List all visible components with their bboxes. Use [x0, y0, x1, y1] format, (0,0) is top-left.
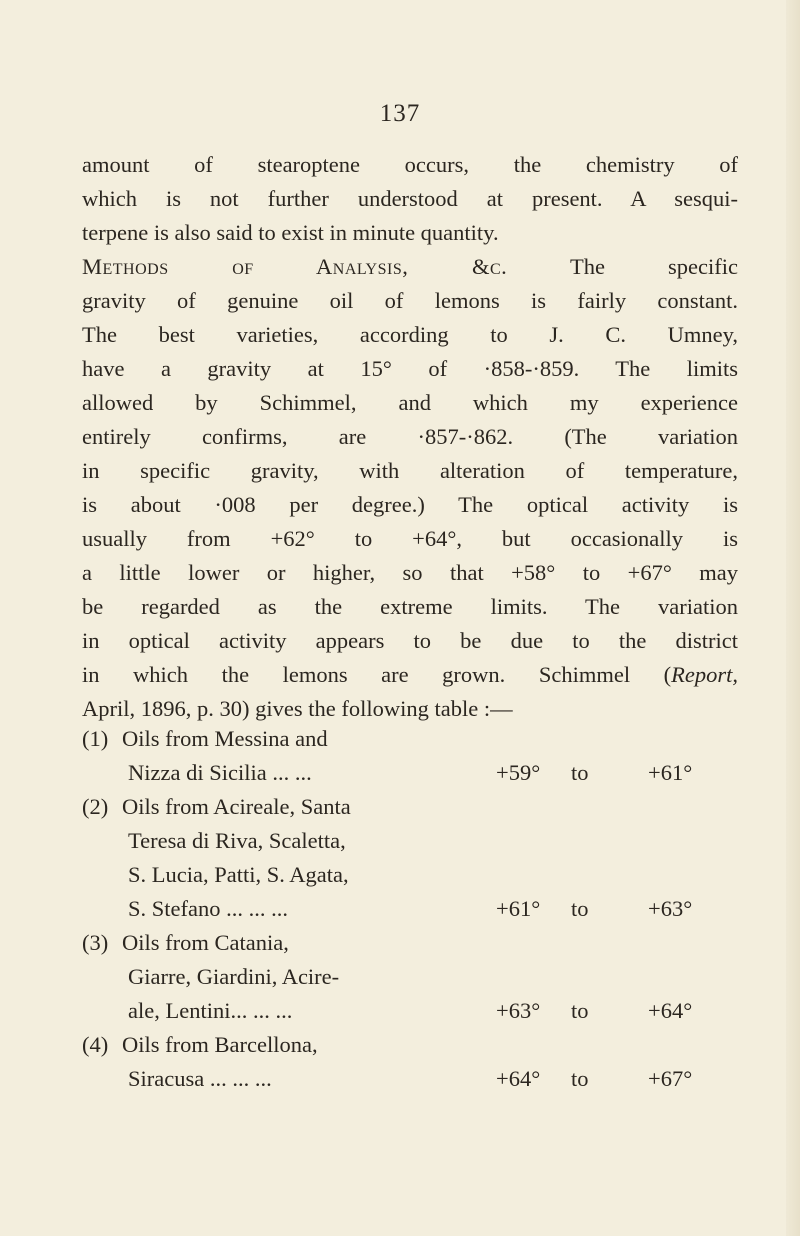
table-row [82, 1062, 742, 1096]
origin-text: ale, Lentini... ... ... [128, 998, 293, 1023]
table-row [82, 858, 742, 892]
table-row [82, 994, 742, 1028]
text-line: which is not further understood at present. A sesqui- [82, 186, 738, 211]
row-number: (1) [82, 726, 109, 751]
range-upto: +67° [648, 1066, 693, 1091]
body-text [82, 148, 738, 726]
table-row [82, 756, 742, 790]
text-line: be regarded as the extreme limits. The variation [82, 594, 738, 619]
origin-text: Oils from Barcellona, [122, 1032, 318, 1057]
range-to: to [571, 896, 589, 921]
text-line: is about ·008 per degree.) The optical activity is [82, 492, 738, 517]
text-line: entirely confirms, are ·857-·862. (The variation [82, 424, 738, 449]
text-line: April, 1896, p. 30) gives the following table :— [82, 696, 513, 721]
table-row [82, 892, 742, 926]
origin-text: Oils from Messina and [122, 726, 328, 751]
table-row [82, 960, 742, 994]
text-line: in optical activity appears to be due to the district [82, 628, 738, 653]
range-to: to [571, 998, 589, 1023]
origin-text: Teresa di Riva, Scaletta, [128, 828, 346, 853]
table-row [82, 1028, 742, 1062]
origin-rotation-table [82, 722, 742, 1096]
row-number: (3) [82, 930, 109, 955]
text-line: gravity of genuine oil of lemons is fairly constant. [82, 288, 738, 313]
table-row [82, 824, 742, 858]
row-number: (4) [82, 1032, 109, 1057]
text-line: usually from +62° to +64°, but occasionally is [82, 526, 738, 551]
text-line: The best varieties, according to J. C. Umney, [82, 322, 738, 347]
range-to: to [571, 1066, 589, 1091]
origin-text: Oils from Acireale, Santa [122, 794, 351, 819]
text-line: have a gravity at 15° of ·858-·859. The limits [82, 356, 738, 381]
range-upto: +63° [648, 896, 693, 921]
text-fragment: in which the lemons are grown. Schimmel ( [82, 662, 672, 687]
row-number: (2) [82, 794, 109, 819]
origin-text: S. Lucia, Patti, S. Agata, [128, 862, 349, 887]
page-number: 137 [379, 100, 421, 127]
range-from: +64° [496, 1066, 541, 1091]
table-row [82, 926, 742, 960]
report-citation: Report, [671, 662, 738, 687]
table-row [82, 722, 742, 756]
range-upto: +64° [648, 998, 693, 1023]
text-fragment: The specific [569, 254, 739, 279]
text-line: allowed by Schimmel, and which my experience [82, 390, 738, 415]
table-row [82, 790, 742, 824]
origin-text: Siracusa ... ... ... [128, 1066, 272, 1091]
page-edge [786, 0, 800, 1236]
text-line: in specific gravity, with alteration of temperature, [82, 458, 738, 483]
text-line: terpene is also said to exist in minute quantity. [82, 220, 499, 245]
text-line: a little lower or higher, so that +58° to +67° may [82, 560, 738, 585]
origin-text: Nizza di Sicilia ... ... [128, 760, 312, 785]
range-to: to [571, 760, 589, 785]
text-line [82, 250, 738, 284]
range-from: +63° [496, 998, 541, 1023]
range-from: +61° [496, 896, 541, 921]
origin-text: Oils from Catania, [122, 930, 289, 955]
text-line [82, 658, 738, 692]
text-line: amount of stearoptene occurs, the chemistry of [82, 152, 738, 177]
section-heading: Methods of Analysis, &c. [82, 254, 508, 279]
range-from: +59° [496, 760, 541, 785]
origin-text: Giarre, Giardini, Acire- [128, 964, 340, 989]
origin-text: S. Stefano ... ... ... [128, 896, 288, 921]
range-upto: +61° [648, 760, 693, 785]
